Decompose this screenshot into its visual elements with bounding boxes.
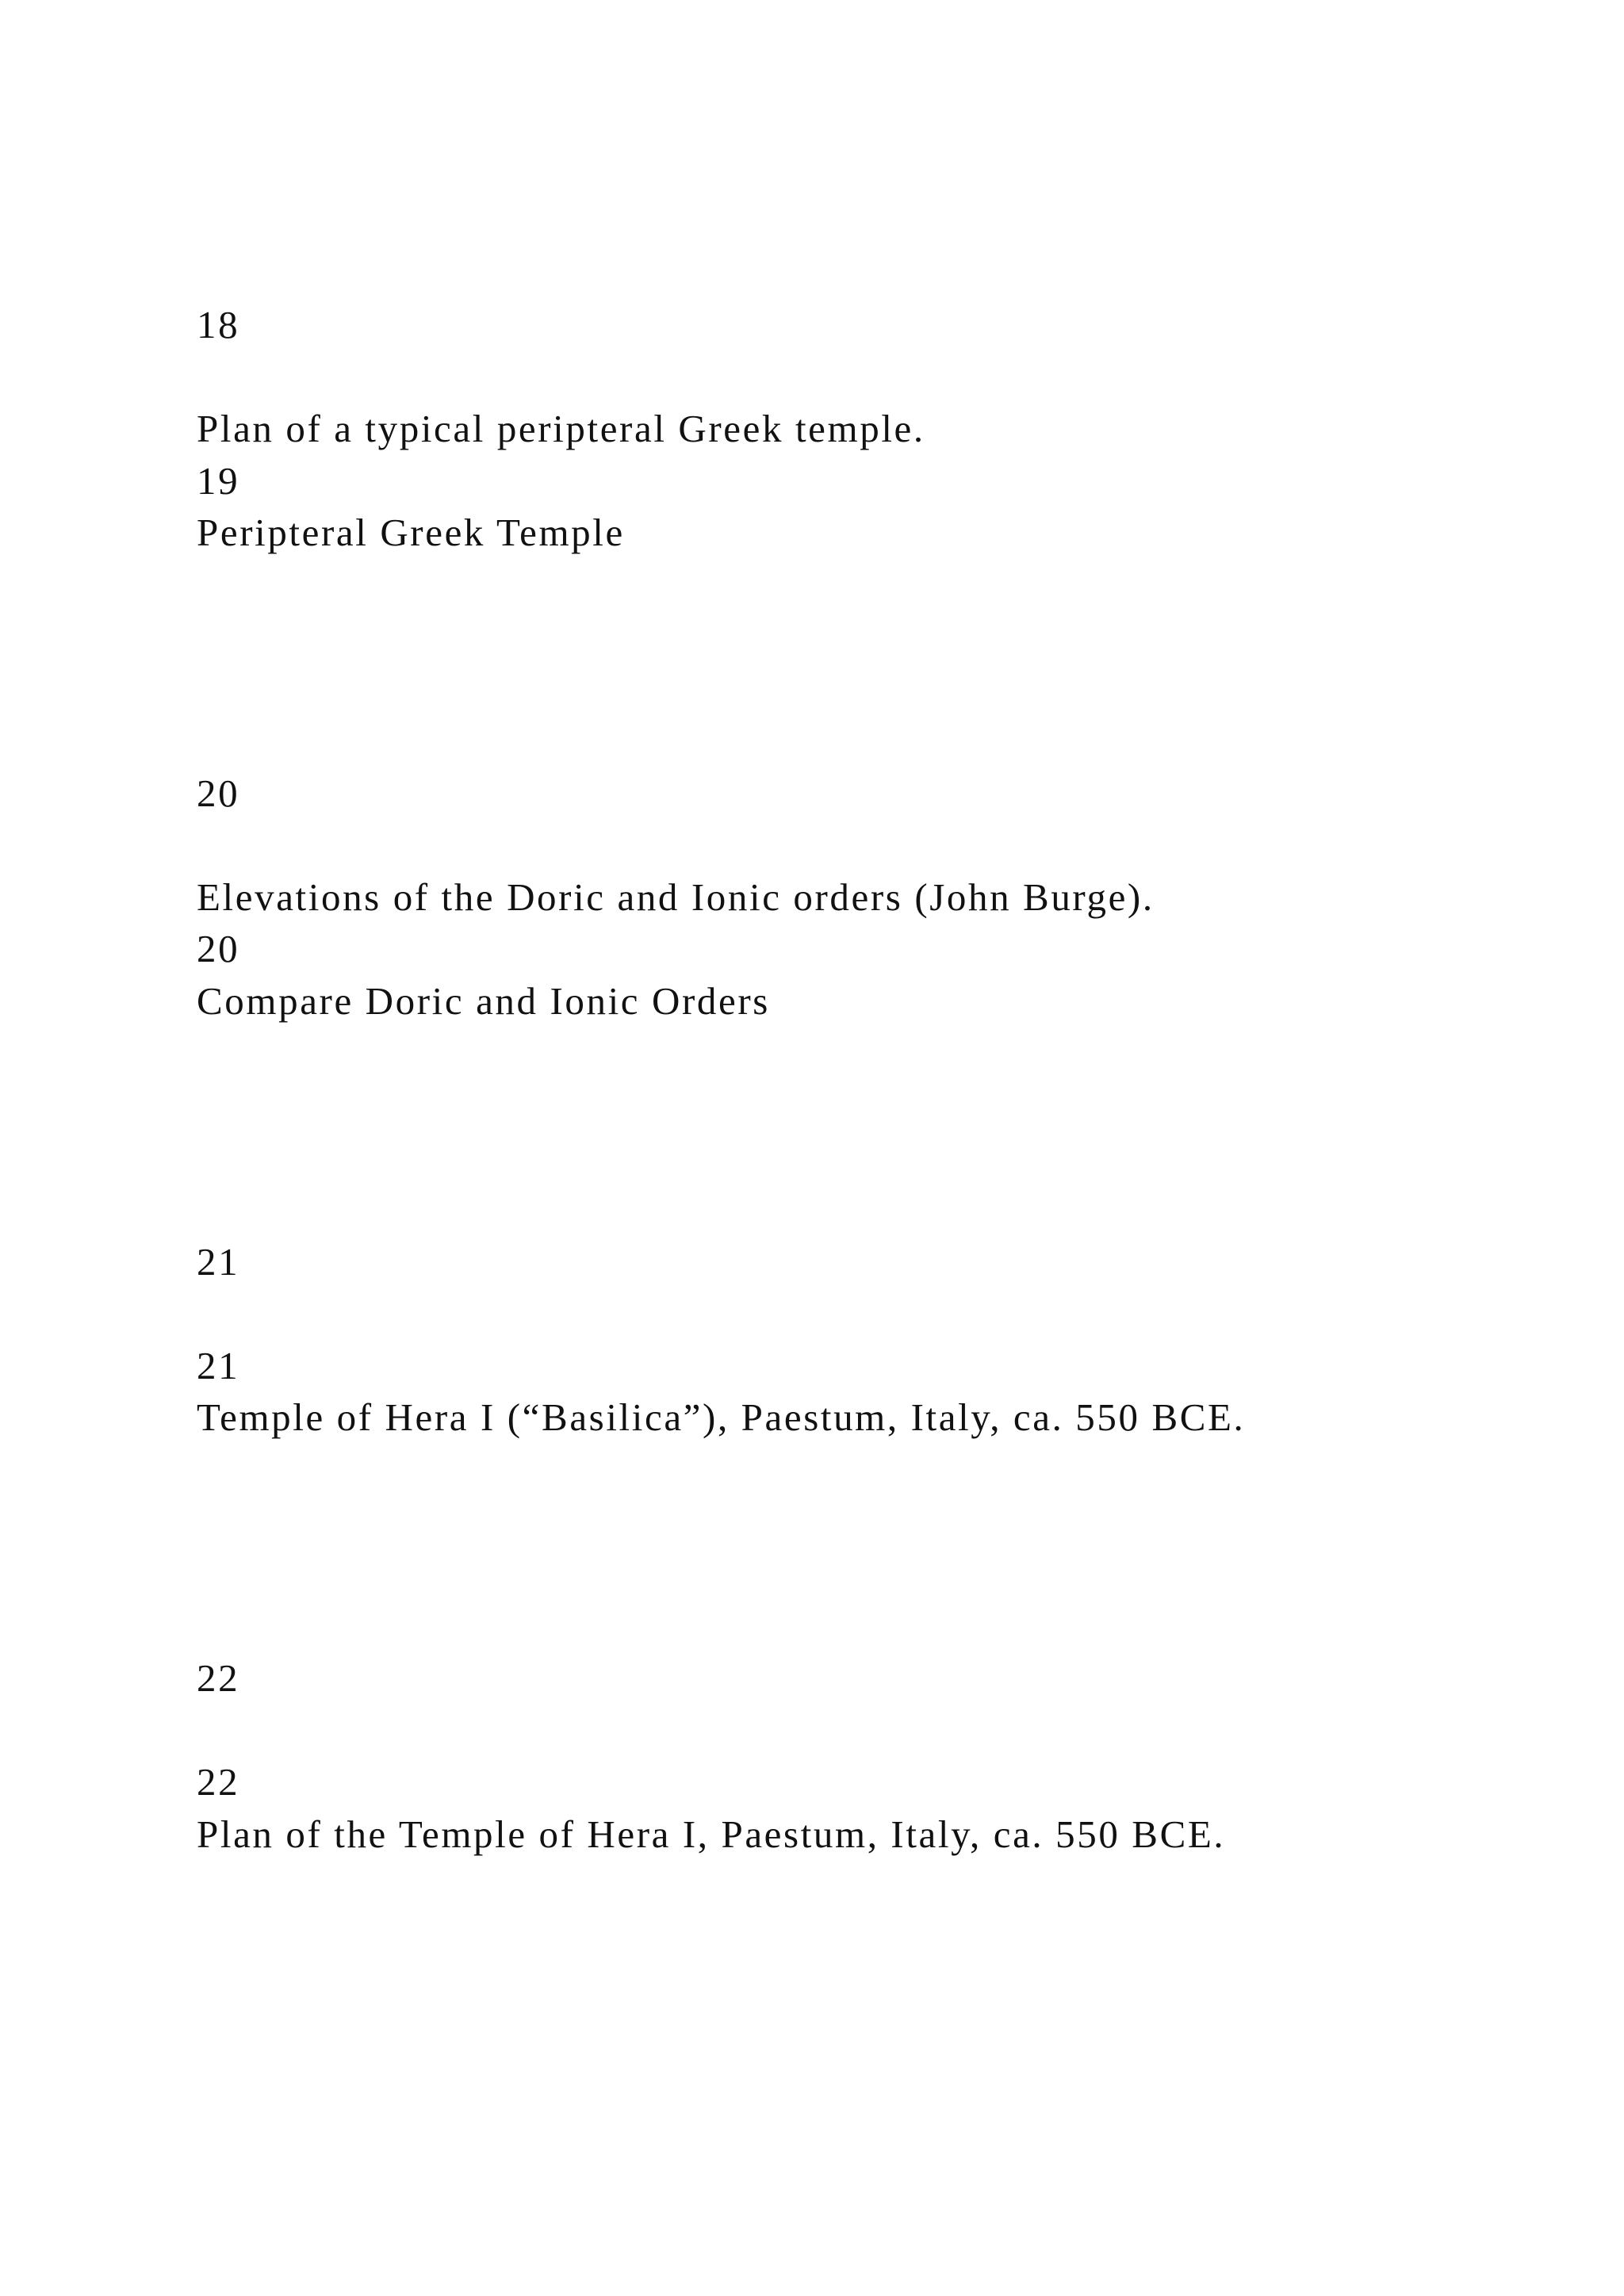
slide-title-20: Compare Doric and Ionic Orders [197, 979, 770, 1023]
slide-number-20a: 20 [197, 771, 240, 815]
slide-number-21a: 21 [197, 1240, 240, 1284]
slide-number-19: 19 [197, 459, 240, 503]
slide-number-20b: 20 [197, 927, 240, 970]
slide-number-22a: 22 [197, 1656, 240, 1700]
slide-number-21b: 21 [197, 1344, 240, 1387]
slide-number-18: 18 [197, 303, 240, 346]
slide-caption-20: Elevations of the Doric and Ionic orders (John Burge). [197, 875, 1155, 919]
slide-caption-18: Plan of a typical peripteral Greek temple. [197, 407, 925, 450]
slide-title-19: Peripteral Greek Temple [197, 511, 625, 554]
slide-number-22b: 22 [197, 1760, 240, 1804]
slide-caption-22: Plan of the Temple of Hera I, Paestum, Italy, ca. 550 BCE. [197, 1812, 1226, 1856]
slide-caption-21: Temple of Hera I (“Basilica”), Paestum, Italy, ca. 550 BCE. [197, 1395, 1246, 1439]
